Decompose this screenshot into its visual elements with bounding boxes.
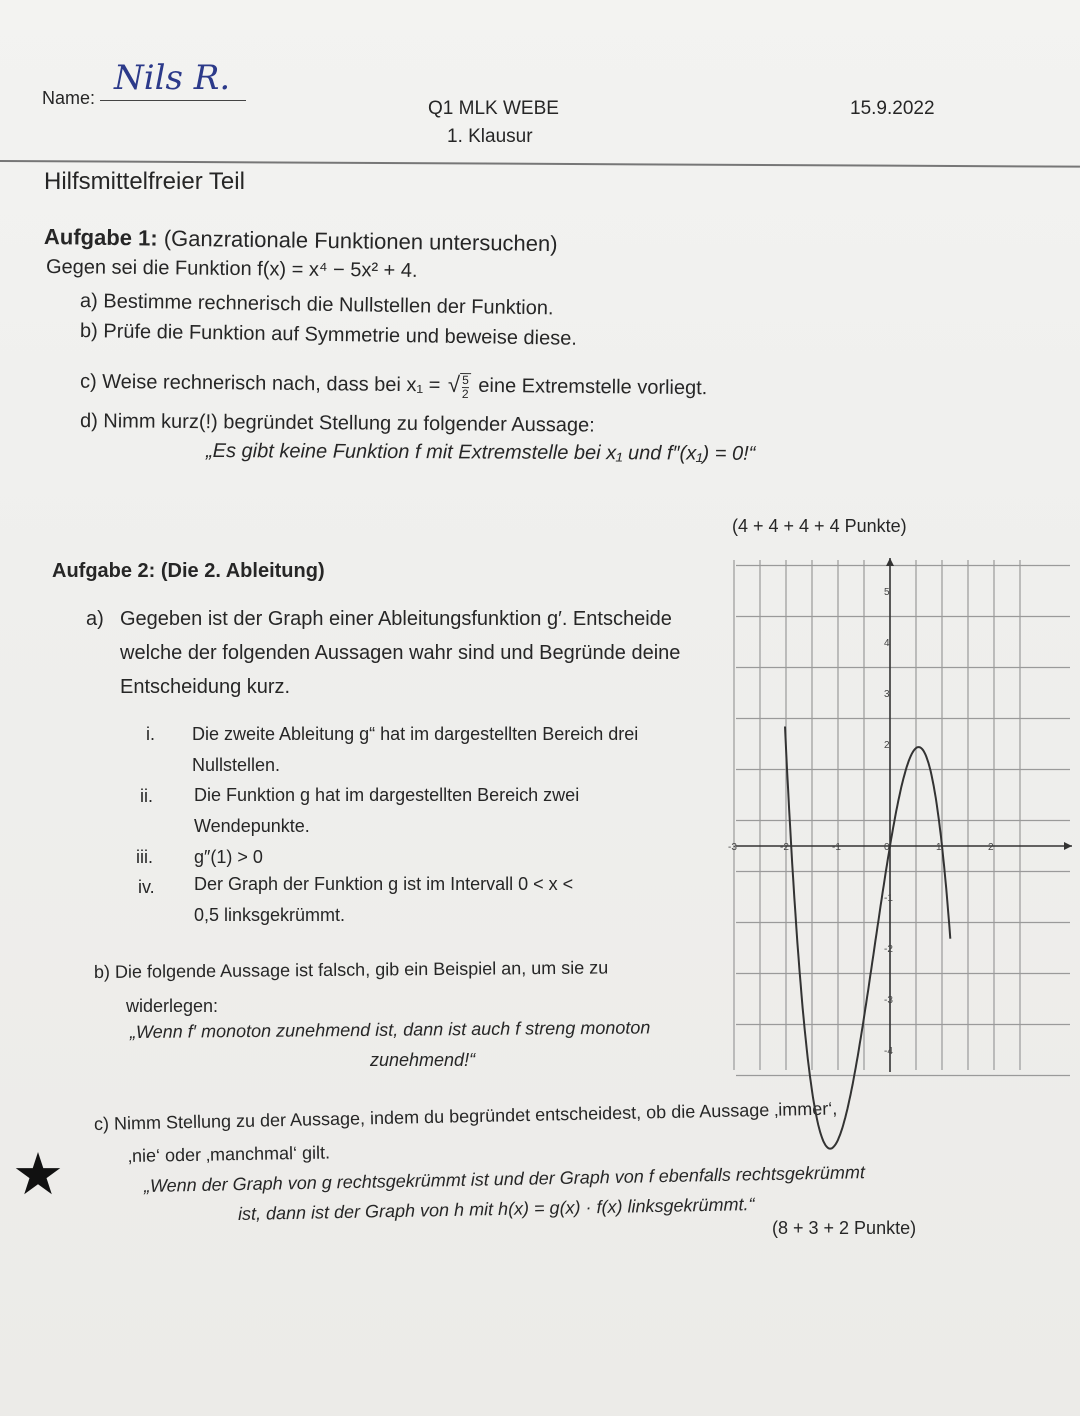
x-tick-label: 2 xyxy=(988,842,994,853)
task1-c xyxy=(80,368,708,403)
task1-title: Aufgabe 1: xyxy=(43,224,158,251)
task1-a: a) Bestimme rechnerisch die Nullstellen der Funktion. xyxy=(79,290,554,320)
task1-header xyxy=(44,224,558,257)
task2-b-line2: widerlegen: xyxy=(126,996,219,1016)
exam-title: 1. Klausur xyxy=(447,126,533,147)
fraction-numerator: 5 xyxy=(462,372,469,387)
task2-c-line1: c) Nimm Stellung zu der Aussage, indem du begründet entscheidest, ob die Aussage ‚immer‘, xyxy=(93,1098,838,1134)
graph-grid xyxy=(734,560,1070,1076)
task2-title: Aufgabe 2: (Die 2. Ableitung) xyxy=(52,560,325,582)
course-title: Q1 MLK WEBE xyxy=(428,98,559,119)
exam-date: 15.9.2022 xyxy=(850,98,935,119)
item-line: 0,5 linksgekrümmt. xyxy=(194,905,346,925)
x-axis-arrow xyxy=(1064,842,1072,850)
task2-a-line2: welche der folgenden Aussagen wahr sind und Begründe deine xyxy=(120,642,681,664)
y-tick-label: 4 xyxy=(884,638,890,649)
x-tick-label: -3 xyxy=(728,842,737,853)
y-tick-label: 5 xyxy=(884,587,890,598)
task2-a-label: a) xyxy=(86,608,104,630)
item-line: Wendepunkte. xyxy=(194,816,310,836)
task2-b-line1: b) Die folgende Aussage ist falsch, gib ein Beispiel an, um sie zu xyxy=(93,957,609,982)
task1-subtitle: (Ganzrationale Funktionen untersuchen) xyxy=(163,225,558,257)
fraction-denominator: 2 xyxy=(461,386,469,401)
task1-d: d) Nimm kurz(!) begründet Stellung zu folgender Aussage: xyxy=(79,410,595,437)
name-underline xyxy=(100,100,246,101)
task1-c-pre: c) Weise rechnerisch nach, dass bei x₁ = xyxy=(79,370,441,397)
x-tick-label: 1 xyxy=(936,842,942,853)
name-label: Name: xyxy=(42,88,96,108)
y-tick-label: -4 xyxy=(884,1046,893,1057)
task2-b-quote1: „Wenn f′ monoton zunehmend ist, dann ist auch f streng monoton xyxy=(129,1017,651,1042)
name-handwritten: Nils R. xyxy=(114,58,231,98)
item-num: i. xyxy=(146,724,155,744)
item-num: iii. xyxy=(136,847,153,867)
section-title: Hilfsmittelfreier Teil xyxy=(44,168,245,195)
task2-c-quote1: „Wenn der Graph von g rechtsgekrümmt ist und der Graph von f ebenfalls rechtsgekrümmt xyxy=(143,1162,866,1196)
task1-intro: Gegen sei die Funktion f(x) = x⁴ − 5x² + 4. xyxy=(45,256,418,282)
y-tick-label: 2 xyxy=(884,740,890,751)
star-icon: ★ xyxy=(12,1142,64,1207)
series-line-g-prime xyxy=(785,727,950,1149)
item-num: iv. xyxy=(138,877,155,897)
item-line: Die Funktion g hat im dargestellten Bereich zwei xyxy=(194,785,580,805)
task1-d-quote: „Es gibt keine Funktion f mit Extremstelle bei x₁ und f″(x₁) = 0!“ xyxy=(205,440,756,465)
task1-points: (4 + 4 + 4 + 4 Punkte) xyxy=(732,516,907,536)
item-line: Der Graph der Funktion g ist im Intervall 0 < x < xyxy=(194,874,574,894)
task1-c-post: eine Extremstelle vorliegt. xyxy=(478,374,708,400)
header-divider xyxy=(0,160,1080,167)
task2-points: (8 + 3 + 2 Punkte) xyxy=(772,1218,917,1238)
task2-a-line3: Entscheidung kurz. xyxy=(120,676,291,698)
y-axis-arrow xyxy=(886,558,894,566)
task2-c-line2: ‚nie‘ oder ‚manchmal‘ gilt. xyxy=(127,1142,331,1166)
x-tick-label: 0 xyxy=(884,842,890,853)
derivative-graph xyxy=(730,550,1076,1076)
graph-ticks xyxy=(728,587,994,1057)
sqrt-fraction: √ $\frac{5}{2}$ xyxy=(447,371,469,401)
item-line: Nullstellen. xyxy=(192,755,281,775)
x-tick-label: -1 xyxy=(832,842,841,853)
x-tick-label: -2 xyxy=(780,842,789,853)
y-tick-label: -3 xyxy=(884,995,893,1006)
task2-c-quote2: ist, dann ist der Graph von h mit h(x) = g(x) · f(x) linksgekrümmt.“ xyxy=(237,1194,755,1224)
y-tick-label: -1 xyxy=(884,893,893,904)
y-tick-label: 3 xyxy=(884,689,890,700)
task1-b: b) Prüfe die Funktion auf Symmetrie und beweise diese. xyxy=(79,320,578,350)
item-num: ii. xyxy=(140,786,153,806)
y-tick-label: -2 xyxy=(884,944,893,955)
item-line: Die zweite Ableitung g“ hat im dargestellten Bereich drei xyxy=(192,724,639,744)
item-line: g″(1) > 0 xyxy=(194,847,263,867)
task2-b-quote2: zunehmend!“ xyxy=(370,1050,476,1070)
task2-a-line1: Gegeben ist der Graph einer Ableitungsfunktion g′. Entscheide xyxy=(120,608,672,630)
